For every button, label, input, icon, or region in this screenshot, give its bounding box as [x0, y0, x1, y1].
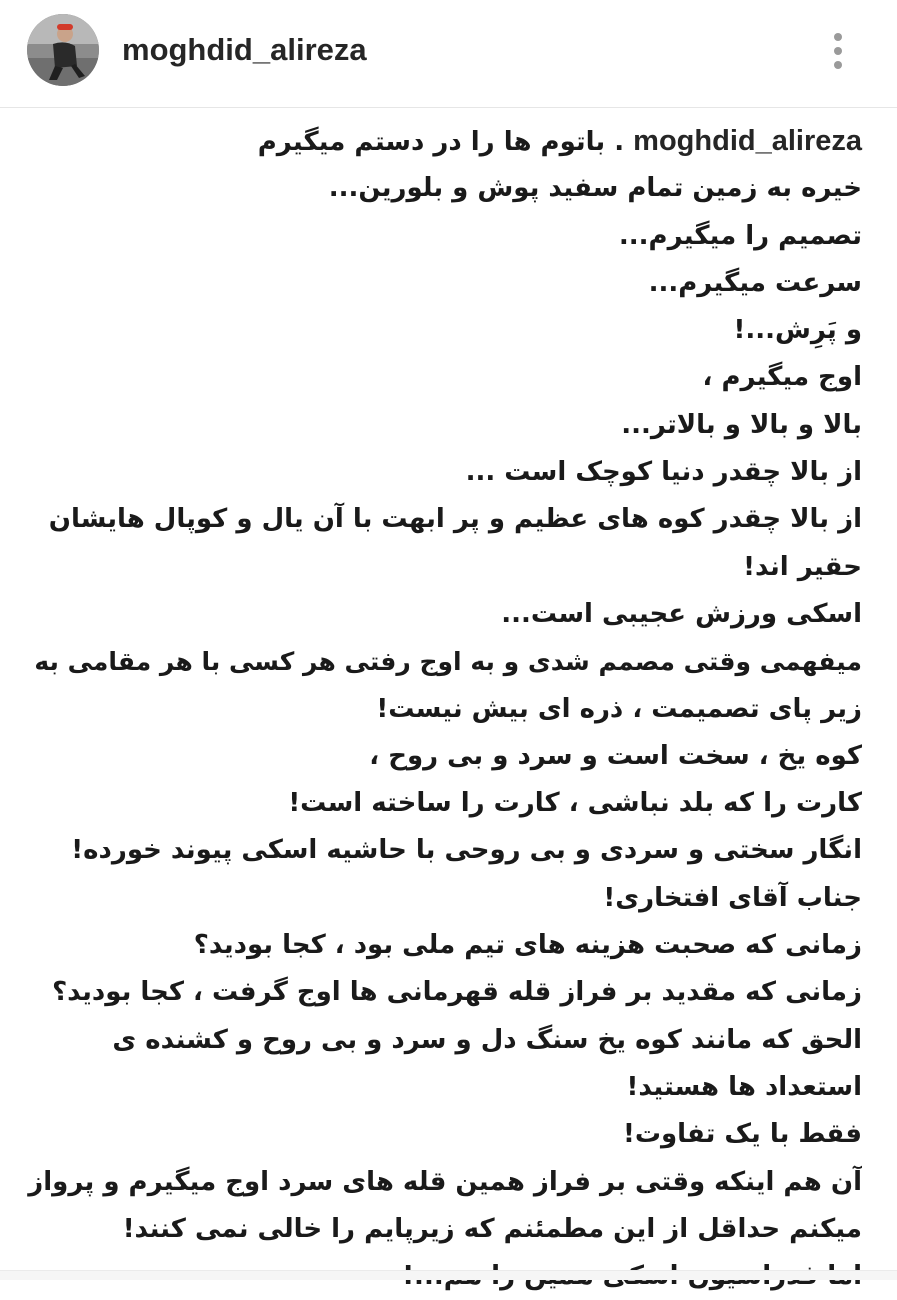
caption-author[interactable]: moghdid_alireza: [633, 125, 862, 157]
post-header: [0, 0, 897, 108]
caption-line: بالا و بالا و بالاتر...: [621, 409, 862, 440]
username[interactable]: moghdid_alireza: [122, 32, 367, 67]
avatar-photo: [27, 14, 99, 86]
caption-line: میفهمی وقتی مصمم شدی و به اوج رفتی هر کسی با هر مقامی به: [34, 647, 862, 677]
caption-line: حقیر اند!: [743, 551, 862, 582]
caption-line: فقط با یک تفاوت!: [622, 1119, 862, 1150]
more-dot: [834, 33, 842, 41]
more-dot: [834, 61, 842, 69]
caption-line: جناب آقای افتخاری!: [603, 882, 862, 913]
caption-line: کارت را که بلد نباشی ، کارت را ساخته است!: [288, 788, 862, 819]
caption-line: تصمیم را میگیرم...: [618, 220, 862, 251]
caption-line: سرعت میگیرم...: [648, 267, 862, 298]
caption-line: زمانی که مقدید بر فراز قله قهرمانی ها اوج گرفت ، کجا بودید؟: [52, 977, 862, 1008]
caption-line: زمانی که صحبت هزینه های تیم ملی بود ، کجا بودید؟: [193, 930, 862, 961]
caption-line: خیره به زمین تمام سفید پوش و بلورین...: [328, 173, 862, 204]
post-caption: [24, 118, 862, 1300]
caption-line: از بالا چقدر دنیا کوچک است ...: [465, 457, 862, 488]
caption-first-line: [24, 118, 862, 165]
caption-line: میکنم حداقل از این مطمئنم که زیرپایم را خالی نمی کنند!: [122, 1213, 862, 1244]
caption-line: زیر پای تصمیمت ، ذره ای بیش نیست!: [376, 693, 862, 724]
more-dot: [834, 47, 842, 55]
bottom-divider: [0, 1270, 897, 1280]
avatar[interactable]: [27, 14, 99, 86]
more-vertical-icon[interactable]: [818, 26, 858, 76]
caption-line: انگار سختی و سردی و بی روحی با حاشیه اسکی پیوند خورده!: [71, 835, 862, 866]
caption-line: اوج میگیرم ،: [702, 362, 862, 393]
caption-line: کوه یخ ، سخت است و سرد و بی روح ،: [369, 740, 862, 771]
caption-line: استعداد ها هستید!: [626, 1071, 862, 1102]
caption-first-text: . باتوم ها را در دستم میگیرم: [257, 127, 625, 157]
caption-line: اسکی ورزش عجیبی است...: [501, 598, 862, 629]
caption-line: از بالا چقدر کوه های عظیم و پر ابهت با آن یال و کوپال هایشان: [48, 504, 862, 535]
caption-line: آن هم اینکه وقتی بر فراز همین قله های سرد اوج میگیرم و پرواز: [28, 1166, 862, 1197]
caption-line: و پَرِش...!: [733, 315, 862, 346]
caption-line: الحق که مانند کوه یخ سنگ دل و سرد و بی روح و کشنده ی: [112, 1024, 862, 1055]
